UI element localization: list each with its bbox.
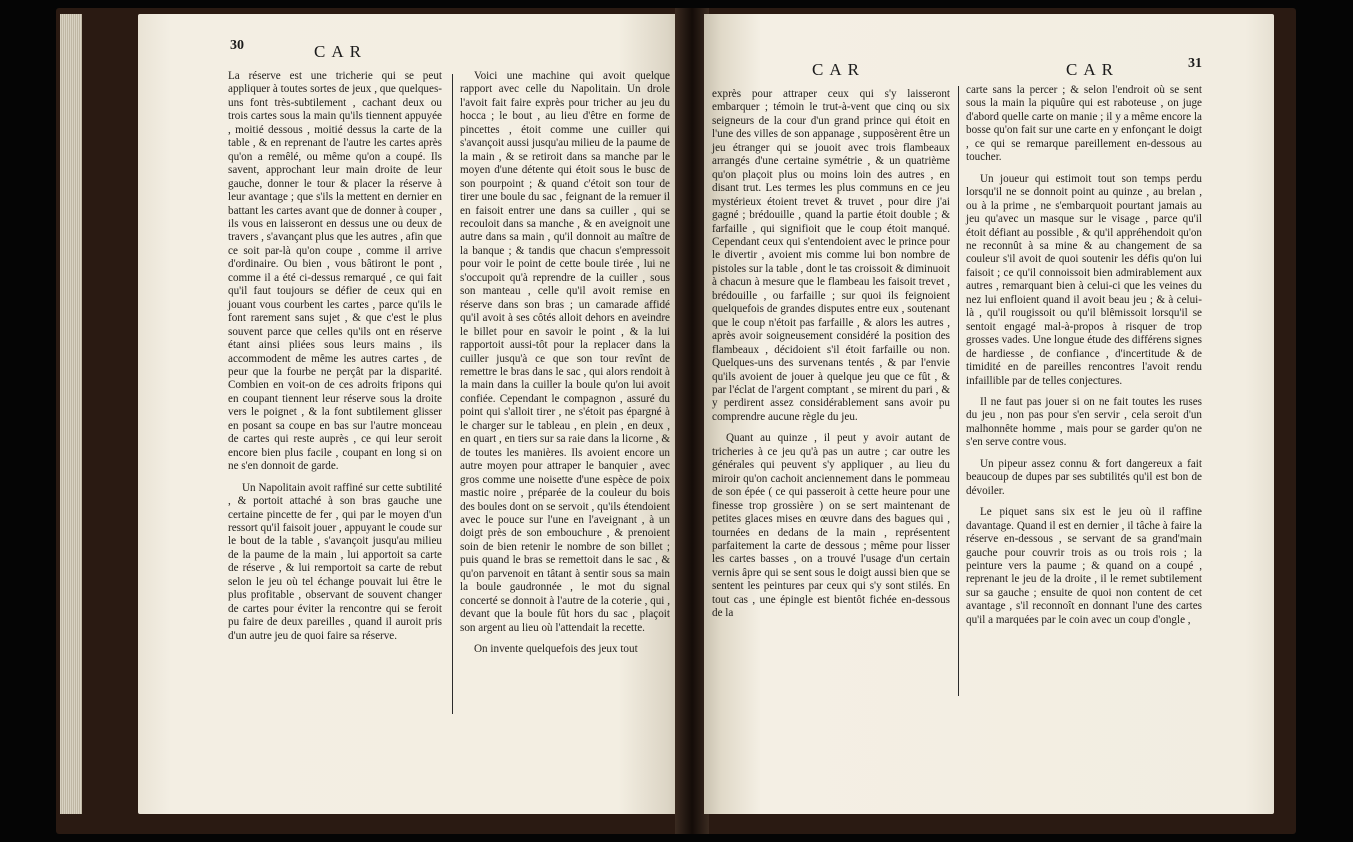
paragraph: Il ne faut pas jouer si on ne fait toutes les ruses du jeu , non pas pour s'en servir , cela seroit d'un malhonnête homme , mais pour se garder qu'on ne s'en serve contre vous. — [966, 395, 1202, 449]
running-head: CAR — [314, 42, 367, 61]
paragraph: La réserve est une tricherie qui se peut appliquer à toutes sortes de jeux , que quelques-uns font très-subtilement , cachant deux ou trois cartes sous la main qu'ils tiennent appuyée , moitié dessous , moitié dessus la carte de la table , & en reprenant de l'autre les cartes après qu'on a remêlé, ou même qu'on a coupé. Ils savent, approchant leur main droite de leur gauche, donner le tour & placer la réserve à leur avantage ; que s'ils la mettent en dernier en battant les cartes avant que de donner à couper , ils vous en laisseront en dessus une ou deux de travers , s'avançant plus que les autres , afin que ce soit par-là qu'on coupe , comme il arrive d'ordinaire. Ou bien , vous bâtiront le pont , comme il a été ci-dessus remarqué , ce qui fait qu'il faut toujours se défier de ceux qui en jouant vous courbent les cartes , parce qu'ils le font rarement sans sujet , & que c'est le plus souvent parce que celles qu'ils ont en réserve étant ainsi pliées sous leurs mains , ils accommodent de même les autres cartes , de peur que la fourbe ne perçât par la disparité. Combien en voit-on de ces adroits fripons qui en coupant tiennent leur réserve sous la droite vers le poignet , & la font subtilement glisser en posant sa coupe en bas sur l'autre monceau de cartes qui reste auprès , ce qui leur seroit encore bien plus facile , coupant en long si on ne s'en donnoit de garde. — [228, 70, 442, 473]
paragraph: On invente quelquefois des jeux tout — [474, 643, 638, 656]
paragraph: Quant au quinze , il peut y avoir autant de tricheries à ce jeu qu'à pas un autre ; car outre les générales qui peuvent s'y appliquer , au lieu du miroir qu'on cachoit anciennement dans le pommeau de son épée ( ce qui passeroit à cette heure pour une finesse trop grossière ) on se sert maintenant de petites glaces mises en œuvre dans des bagues qui , tournées en dedans de la main , représentent parfaitement la carte de dessous ; même pour lisser les cartes basses , on a trouvé l'usage d'un certain vernis âpre qui se sent sous le doigt aussi bien que se sentent les peintures par ceux qui s'y sont stilés. En tout cas , une épingle est bientôt fichée en-dessous de la — [712, 432, 950, 620]
page-edges-left — [60, 14, 82, 814]
page-number: 31 — [1188, 56, 1202, 71]
paragraph: Un Napolitain avoit raffiné sur cette subtilité , & portoit attaché à son bras gauche une certaine pincette de fer , qui par le moyen d'un ressort qu'il faisoit jouer , appuyant le coude sur le bout de la table , s'avançoit jusqu'au milieu de la paume de la main , lui apportoit sa carte de réserve , & lui remportoit sa carte de rebut selon le jeu où tel échange pouvait lui être le plus profitable , observant de souvent changer de cartes pour éviter la rencontre qui se feroit pu faire de deux pareilles , quand il auroit pris d'un autre jeu de quoi faire sa réserve. — [228, 481, 442, 642]
column-rule — [452, 74, 453, 714]
paragraph: Un joueur qui estimoit tout son temps perdu lorsqu'il ne se donnoit point au quinze , au brelan , ou à la prime , ne s'embarquoit pourtant jamais au jeu qu'avec un masque sur le visage , parce qu'il étoit défiant au possible , & qu'il appréhendoit qu'on ne reconnût à sa mine & au changement de sa couleur s'il avoit de quoi soutenir les défis qu'on lui faisoit ; ce qu'il connoissoit bien admirablement aux autres , remarquant bien à celui-ci que les veines du nez lui enfloient quand il avoit beau jeu ; & à celui-là , qu'il rougissoit ou qu'il blêmissoit lorsqu'il se sentoit engagé mal-à-propos à risquer de trop grosses vades. Une longue étude des différens signes de hardiesse , de confiance , d'incertitude & de timidité en de pareilles rencontres l'avoit rendu infaillible par de telles conjectures. — [966, 172, 1202, 387]
paragraph: Voici une machine qui avoit quelque rapport avec celle du Napolitain. Un drole l'avoit fait faire exprès pour tricher au jeu du hocca ; le bout , au lieu d'être en forme de pincettes , étoit comme une cuiller qui s'avançoit aussi jusqu'au milieu de la paume de la main , & se retiroit dans sa manche par le moyen d'une détente qui étoit sous le busc de son pourpoint ; & quand c'étoit son tour de tirer une boule du sac , feignant de la remuer il en faisoit entrer une dans sa cuiller , qui se recouloit dans sa manche , & en aveignoit une autre dans sa main , qu'il donnoit au maître de la banque ; & tandis que chacun s'empressoit pour voir le point de cette boule tirée , lui ne s'occupoit qu'à reprendre de la cuiller , sous son manteau , celle qu'il avoit remise en réserve dans son bras ; un camarade affidé qu'il avoit à ses côtés alloit dehors en aveindre le billet pour en savoir le point , & la lui rapportoit aussi-tôt pour la replacer dans la cuiller jusqu'à ce que son tour revînt de remettre le bras dans le sac , qui alors rendoit à la main dans la cuiller la boule qu'on lui avoit confiée. Cependant le compagnon , assuré du point qui s'alloit tirer , ne s'étoit pas épargné à le charger sur le tableau , en plein , en deux , en quart , en tiers sur sa raie dans la licorne , & de toutes les manières. Ils avoient encore un autre moyen pour attraper le banquier , avec gros comme une noisette d'une espèce de poix mastic noire , préparée de la couleur du bois des boules dont on se servoit , qu'ils étendoient avec le pouce sur l'une en l'aveignant , à un doigt près de son embouchure , & prenoient soin de bien retenir le nombre de son billet ; puis quand le bras se remettoit dans le sac , & qu'on parvenoit en tâtant à sentir sous sa main la boule gaudronnée , le mot du signal concerté se donnoit à l'autre de la coterie , qui , devant que la boule fût hors du sac , plaçoit son argent au lieu où l'attendait la recette. — [460, 70, 670, 634]
text-column-1 — [228, 70, 442, 651]
text-column-2 — [460, 70, 670, 664]
text-column-2 — [966, 84, 1202, 635]
page-number: 30 — [230, 38, 244, 53]
right-page — [704, 14, 1274, 814]
left-page — [138, 14, 684, 814]
paragraph: exprès pour attraper ceux qui s'y laisseront embarquer ; témoin le trut-à-vent que cinq ou six seigneurs de la cour d'un grand prince qui étoit en l'une des villes de son appanage , supposèrent être un jeu étranger qui se jouoit avec trois flambeaux arrangés d'une certaine symétrie , & un quatrième qu'on plaçoit plus ou moins loin des autres , en disant trut. Les termes les plus communs en ce jeu mystérieux étoient trevet & truvet , pour dire j'ai gagné ; brédouille , quand la partie étoit double ; & farfaille , qui signifioit que le coup étoit manqué. Cependant ceux qui s'entendoient avec le prince pour le divertir , avoient mis comme lui bon nombre de pistoles sur la table , dont le tas croissoit & diminuoit à chacun à mesure que le flambeau les faisoit trevet , brédouille , ou farfaille ; sur quoi ils feignoient quelquefois de grandes disputes entre eux , soutenant que le coup n'étoit pas farfaille , & alors les autres , après avoir soigneusement considéré la position des flambeaux , décidoient s'il étoit farfaille ou non. Quelques-uns des survenans tentés , & par l'envie qu'ils avoient de jouer à quelque jeu que ce fût , & par l'éclat de l'argent comptant , se mirent du pari , & y perdirent assez considérablement sans avoir pu comprendre aucune règle du jeu. — [712, 88, 950, 423]
paragraph: Un pipeur assez connu & fort dangereux a fait beaucoup de dupes par ses subtilités qu'il est bon de dévoiler. — [966, 457, 1202, 497]
running-head-left: CAR — [812, 60, 865, 79]
paragraph: Le piquet sans six est le jeu où il raffine davantage. Quand il est en dernier , il tâche à faire la réserve en-dessous , se servant de sa grand'main gauche pour couvrir trois as ou trois rois ; la peinture vers la paume ; & quand on a coupé , reprenant le jeu de la droite , il le remet subtilement sur sa gauche ; ensuite de quoi non content de cet avantage , s'il reconnoît en donnant l'une des cartes qu'il a marquées par le coin avec un coup d'ongle , — [966, 506, 1202, 626]
column-rule — [958, 86, 959, 696]
paragraph: carte sans la percer ; & selon l'endroit où se sent sous la main la piquûre qui est raboteuse , on juge d'abord quelle carte on manie ; il y a même encore la bosse qu'on fait sur une carte en y enfonçant le doigt , ce qui se remarque pareillement en-dessous au toucher. — [966, 84, 1202, 164]
text-column-1 — [712, 88, 950, 629]
running-head-right: CAR — [1066, 60, 1119, 79]
